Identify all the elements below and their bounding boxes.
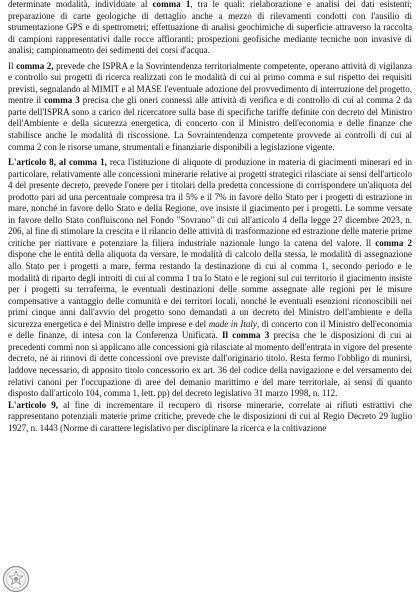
text-run: determinate modalità, individuate al	[8, 0, 153, 9]
text-run: al fine di incrementare il recupero di risorse minerarie, correlate ai rifiuti estrattivi che rappresentano potenziali materie prime critiche, prevede che le disposizioni di cui al Regio Decreto 29 luglio 1927, n. 1443 (Norme di carattere legislativo per disciplinare la ricerca e la coltivazione	[8, 399, 412, 433]
bold-run: comma 2	[375, 237, 412, 248]
bold-run: L'articolo 8, al comma 1,	[8, 157, 107, 168]
text-run: , di concerto con il Ministro dell'economia e delle finanze, di intesa con la Conferenza Unificata.	[8, 318, 412, 341]
bold-run: comma 2,	[16, 60, 54, 71]
text-run: reca l'istituzione di aliquote di produzione in materia di giacimenti minerari ed in particolare, relativamente alle concessioni minerarie relative ai progetti strategici rilasciate ai sensi dell'articolo 4 del presente decreto, prevede l'onere per i titolari della predetta concessione di corrispondere un'aliquota del prodotto pari ad una percentuale compresa tra il 5% e il 7% in favore dello Stato per i progetti di estrazione in mare, nonché in favore dello Stato e della Regione, ove insiste il giacimento per i progetti. Le somme versate in favore dello Stato confluiscono nel Fondo "Sovrano" di cui all'articolo 4 della legge 27 dicembre 2023, n. 206, al fine di stimolare la crescita e il rilancio delle attività di trasformazione ed estrazione delle materie prime critiche per riattivare e potenziare la filiera industriale nazionale lungo la catena del valore. Il	[8, 157, 412, 248]
bold-run: Il comma 3	[222, 330, 270, 341]
paragraph-article-9	[8, 400, 412, 435]
bold-run: comma 3	[44, 95, 80, 106]
text-run: Il	[8, 60, 17, 71]
italic-run: made in Italy	[208, 318, 257, 329]
paragraph-methods	[8, 0, 412, 57]
paragraph-comma-2	[8, 61, 412, 153]
bold-run: L'articolo 9,	[8, 399, 59, 410]
official-seal-icon	[2, 565, 30, 593]
text-run: , tra le quali: rielaborazione e analisi dei dati esistenti; preparazione di carte geologiche di dettaglio anche a mezzo di rilevamenti condotti con l'ausilio di strumentazione GPS e di spettrometri; effettuazione di analisi geochimiche di superficie attraverso la raccolta di campioni rappresentativi dalle rocce affioranti; prospezioni geofisiche mediante tecniche non invasive di analisi; campionamento dei sedimenti dei corsi d'acqua.	[8, 0, 412, 56]
paragraph-article-8	[8, 157, 412, 399]
bold-run: comma 1	[152, 0, 191, 9]
text-run: precisa che le disposizioni di cui ai precedenti commi non si applicano alle concessioni già rilasciate al momento dell'entrata in vigore del presente decreto, né ai rinnovi di dette concessioni ove previste dall'originario titolo. Resta fermo l'obbligo di munirsi, laddove necessario, di apposito titolo concessorio ex art. 36 del codice della navigazione e del versamento dei relativi canoni per l'occupazione di aree del demanio marittimo e del mare territoriale, ai sensi di quanto disposto dall'articolo 104, comma 1, lett. pp) del decreto legislativo 31 marzo 1998, n. 112.	[8, 330, 412, 399]
document-page	[8, 0, 412, 597]
text-run: dispone che le entità della aliquota da versare, le modalità di calcolo della stessa, le modalità di assegnazione allo Stato per i progetti a mare, ferma restando la destinazione di cui al comma 1, secondo periodo e le modalità di riparto degli introiti di cui al comma 1 tra lo Stato e le regioni sul cui territorio il giacimento insiste per i progetti su terraferma, le eventuali destinazioni delle somme assegnate alle regioni per le misure compensative a vantaggio delle comunità e dei territori locali, nonché le eventuali esenzioni riconoscibili nei primi cinque anni dall'avvio del progetto sono demandati a un decreto del Ministro dell'ambiente e della sicurezza energetica e del Ministro delle imprese e del	[8, 249, 412, 329]
text-run: precisa che gli oneri connessi alle attività di verifica e di controllo di cui al comma 2 da parte dell'ISPRA sono a carico del ricercatore sulla base di specifiche tariffe definite con decreto del Ministro dell'Ambiente e della sicurezza energetica, di concerto con il Ministro dell'economia e delle finanze che stabilisce anche le modalità di riscossione. La Sovraintendenza competente provvede ai controlli di cui al comma 2 con le risorse umane, strumentali e finanziarie disponibili a legislazione vigente.	[8, 95, 412, 152]
text-run: prevede che ISPRA e la Sovrintendenza territorialmente competente, operano attività di vigilanza e controllo sui progetti di ricerca realizzati con le modalità di cui al primo comma e sul rispetto dei requisiti previsti, segnalando al MIMIT e al MASE l'eventuale adozione del provvedimento di interruzione del progetto, mentre il	[8, 60, 412, 106]
